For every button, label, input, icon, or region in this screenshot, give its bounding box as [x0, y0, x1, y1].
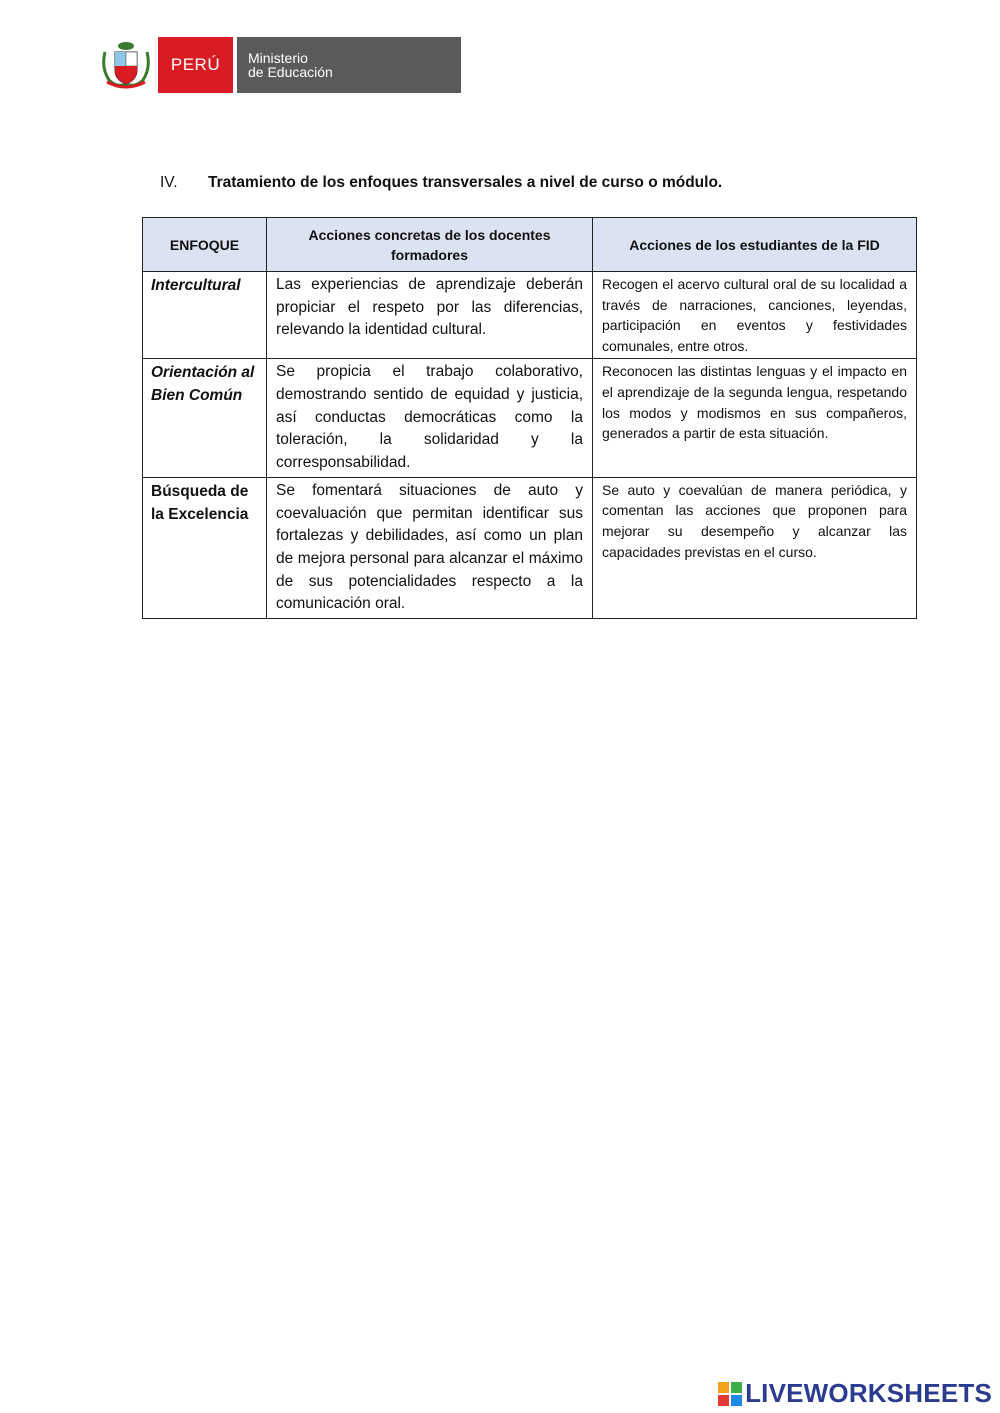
docentes-cell: Se propicia el trabajo colaborativo, demostrando sentido de equidad y justicia, así conductas democráticas como la toleración, la solidaridad y la corresponsabilidad.	[267, 359, 593, 478]
ministry-line-1: Ministerio	[248, 50, 308, 66]
watermark-text: LIVEWORKSHEETS	[745, 1378, 992, 1408]
header-estudiantes: Acciones de los estudiantes de la FID	[593, 218, 917, 272]
table-row	[143, 359, 917, 478]
header-docentes: Acciones concretas de los docentes formadores	[267, 218, 593, 272]
header-enfoque: ENFOQUE	[143, 218, 267, 272]
enfoque-cell: Búsqueda de la Excelencia	[143, 477, 267, 618]
docentes-cell: Las experiencias de aprendizaje deberán propiciar el respeto por las diferencias, relevando la identidad cultural.	[267, 272, 593, 359]
docentes-cell: Se fomentará situaciones de auto y coevaluación que permitan identificar sus fortalezas y debilidades, así como un plan de mejora personal para alcanzar el máximo de sus potencialidades respecto a la comunicación oral.	[267, 477, 593, 618]
ministry-logo	[95, 37, 461, 93]
enfoque-cell: Intercultural	[143, 272, 267, 359]
section-title: Tratamiento de los enfoques transversales a nivel de curso o módulo.	[208, 174, 723, 191]
coat-of-arms-icon	[95, 37, 157, 93]
liveworksheets-logo-icon	[718, 1382, 742, 1406]
estudiantes-cell: Reconocen las distintas lenguas y el impacto en el aprendizaje de la segunda lengua, respetando los modos y modismos en sus compañeros, generados a partir de esta situación.	[593, 359, 917, 478]
section-number: IV.	[160, 174, 178, 191]
enfoque-cell: Orientación al Bien Común	[143, 359, 267, 478]
peru-label: PERÚ	[158, 37, 233, 93]
table-header-row	[143, 218, 917, 272]
estudiantes-cell: Recogen el acervo cultural oral de su localidad a través de narraciones, canciones, leyendas, participación en eventos y festividades comunales, entre otros.	[593, 272, 917, 359]
ministry-line-2: de Educación	[248, 64, 333, 80]
section-heading	[160, 174, 722, 192]
estudiantes-cell: Se auto y coevalúan de manera periódica, y comentan las acciones que proponen para mejorar su desempeño y alcanzar las capacidades previstas en el curso.	[593, 477, 917, 618]
table-row	[143, 477, 917, 618]
enfoques-table	[142, 217, 917, 619]
table-row	[143, 272, 917, 359]
liveworksheets-watermark	[718, 1378, 992, 1409]
ministry-label	[237, 37, 461, 93]
